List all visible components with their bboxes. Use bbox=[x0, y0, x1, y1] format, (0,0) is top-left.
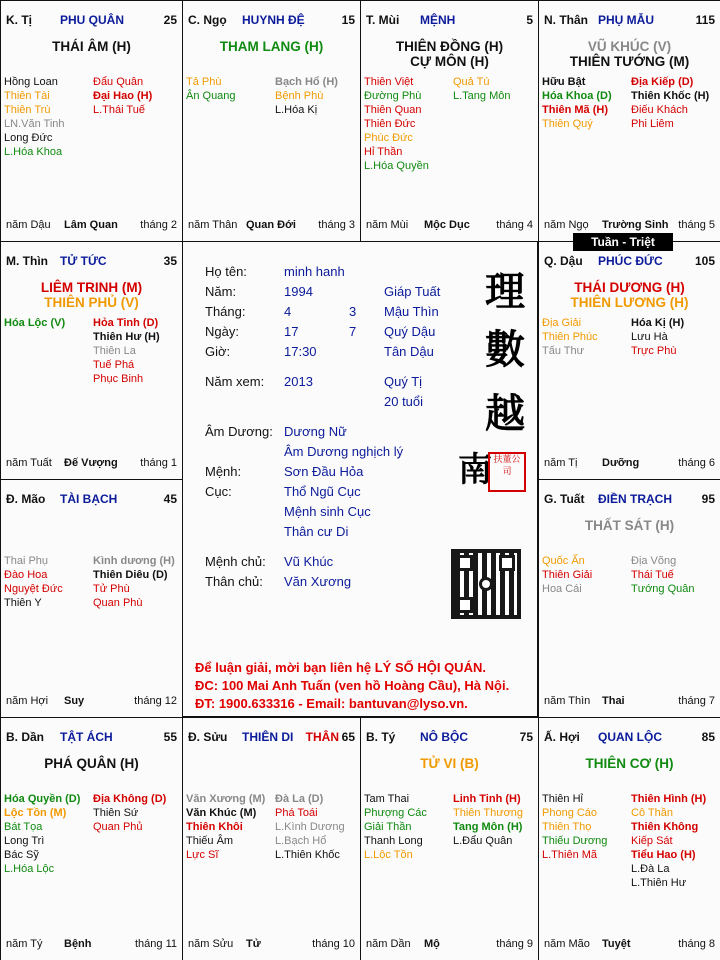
minor-star: Phá Toái bbox=[275, 807, 318, 819]
info-value: 17:30 bbox=[284, 344, 317, 359]
palace-age: 85 bbox=[701, 730, 715, 744]
minor-star: Kình dương (H) bbox=[93, 555, 175, 567]
palace-name: TỬ TỨC bbox=[60, 254, 107, 268]
palace-year: năm Hợi bbox=[6, 695, 49, 707]
info-canchi: Tân Dậu bbox=[384, 344, 434, 359]
minor-star: Đường Phù bbox=[364, 90, 422, 102]
palace-year: năm Tuất bbox=[6, 457, 52, 469]
minor-star: Thiếu Âm bbox=[186, 835, 234, 847]
minor-star: Thiên Thọ bbox=[542, 821, 592, 833]
palace-year: năm Tý bbox=[6, 938, 43, 950]
palace-age: 65 bbox=[341, 730, 355, 744]
palace-month: tháng 9 bbox=[496, 938, 533, 950]
minor-star: Cô Thần bbox=[631, 807, 673, 819]
palace-age: 115 bbox=[695, 13, 715, 27]
minor-star: Hoa Cái bbox=[542, 583, 582, 595]
minor-star: Địa Kiếp (D) bbox=[631, 76, 694, 88]
tuan-triet-badge: Tuần - Triệt bbox=[573, 233, 673, 251]
minor-star: L.Hóa Lộc bbox=[4, 863, 55, 875]
palace-phase: Mộ bbox=[424, 938, 440, 950]
palace-age: 35 bbox=[163, 254, 177, 268]
palace-phase: Thai bbox=[602, 695, 625, 707]
minor-star: Giải Thần bbox=[364, 821, 412, 833]
main-star: THAM LANG (H) bbox=[219, 39, 324, 54]
palace-thin bbox=[0, 241, 183, 480]
palace-year: năm Thìn bbox=[544, 695, 591, 707]
main-star: THIÊN PHỦ (V) bbox=[44, 295, 139, 310]
palace-mao bbox=[0, 479, 183, 718]
palace-name: TẬT ÁCH bbox=[60, 730, 113, 744]
info-canchi: Quý Dậu bbox=[384, 324, 436, 339]
minor-star: L.Đẩu Quân bbox=[453, 835, 513, 847]
qr-code-icon bbox=[451, 549, 521, 619]
info-label: Mệnh chủ: bbox=[205, 554, 266, 569]
minor-star: Thiên La bbox=[93, 345, 136, 357]
minor-star: Bệnh Phù bbox=[275, 90, 324, 102]
minor-star: Thiên Thương bbox=[453, 807, 524, 819]
left-minor-stars bbox=[542, 792, 607, 862]
minor-star: Hỏa Tinh (D) bbox=[93, 317, 159, 329]
palace-phase: Suy bbox=[64, 695, 85, 707]
palace-branch: Đ. Mão bbox=[6, 492, 46, 506]
minor-star: Thiên Hình (H) bbox=[631, 793, 707, 805]
main-star: THIÊN LƯƠNG (H) bbox=[570, 295, 689, 310]
minor-star: Địa Giải bbox=[542, 317, 582, 329]
minor-star: Bạch Hổ (H) bbox=[275, 76, 338, 88]
palace-phase: Bệnh bbox=[64, 938, 92, 950]
main-star: THIÊN TƯỚNG (M) bbox=[569, 54, 690, 69]
palace-year: năm Mùi bbox=[366, 219, 409, 231]
minor-star: Lưu Hà bbox=[631, 331, 668, 343]
palace-year: năm Ngọ bbox=[544, 219, 589, 231]
minor-star: Phúc Đức bbox=[364, 132, 413, 144]
palace-branch: Đ. Sửu bbox=[188, 730, 228, 744]
palace-branch: Ấ. Hợi bbox=[544, 730, 580, 744]
right-minor-stars bbox=[93, 316, 160, 386]
info-lunar-value: 3 bbox=[349, 304, 357, 319]
minor-star: Lộc Tồn (M) bbox=[4, 807, 67, 819]
minor-star: Phượng Các bbox=[364, 807, 427, 819]
calligraphy-char: 越 bbox=[485, 390, 525, 437]
info-value: Vũ Khúc bbox=[284, 554, 334, 569]
palace-month: tháng 7 bbox=[678, 695, 715, 707]
minor-star: Thiên Quý bbox=[542, 118, 593, 130]
contact-line: ĐC: 100 Mai Anh Tuấn (ven hồ Hoàng Cầu), Hà Nội. bbox=[195, 678, 510, 693]
minor-star: Thiên Việt bbox=[364, 76, 414, 88]
right-minor-stars bbox=[453, 792, 523, 848]
minor-star: Nguyệt Đức bbox=[4, 583, 63, 595]
main-stars bbox=[365, 756, 534, 771]
minor-star: Tang Môn (H) bbox=[453, 821, 523, 833]
main-star: THẤT SÁT (H) bbox=[584, 518, 675, 533]
minor-star: Thiên Không bbox=[631, 821, 699, 833]
calligraphy-char: 數 bbox=[485, 326, 525, 373]
center-info-panel bbox=[182, 241, 538, 717]
palace-name: MỆNH bbox=[420, 13, 456, 27]
palace-name: NÔ BỘC bbox=[420, 730, 468, 744]
minor-star: Đẩu Quân bbox=[93, 76, 144, 88]
palace-year: năm Tị bbox=[544, 457, 578, 469]
info-value: Dương Nữ bbox=[284, 424, 347, 439]
minor-star: L.Hóa Quyền bbox=[364, 160, 429, 172]
palace-name: PHỤ MẪU bbox=[598, 13, 654, 27]
info-value: minh hanh bbox=[284, 264, 345, 279]
minor-star: L.Đà La bbox=[631, 863, 670, 875]
palace-phase: Đế Vượng bbox=[64, 457, 118, 469]
info-value: Mệnh sinh Cục bbox=[284, 504, 371, 519]
palace-name: PHÚC ĐỨC bbox=[598, 254, 663, 268]
palace-dau bbox=[538, 241, 720, 480]
right-minor-stars bbox=[93, 554, 175, 610]
minor-star: L.Kình Dương bbox=[275, 821, 345, 833]
minor-star: Tả Phù bbox=[186, 76, 222, 88]
main-star: TỬ VI (B) bbox=[420, 756, 479, 771]
palace-branch: N. Thân bbox=[544, 13, 588, 27]
minor-star: Thiên Sứ bbox=[93, 807, 139, 819]
minor-star: Tấu Thư bbox=[542, 345, 585, 357]
minor-star: Lực Sĩ bbox=[186, 849, 219, 861]
info-canchi: Giáp Tuất bbox=[384, 284, 441, 299]
palace-age: 95 bbox=[701, 492, 715, 506]
info-value: Âm Dương nghịch lý bbox=[284, 444, 404, 459]
right-minor-stars bbox=[631, 316, 684, 358]
calligraphy-char: 南 bbox=[458, 450, 492, 490]
palace-age: 55 bbox=[163, 730, 177, 744]
minor-star: Phong Cáo bbox=[542, 807, 598, 819]
palace-dan bbox=[0, 717, 183, 960]
minor-star: Quan Phù bbox=[93, 597, 143, 609]
palace-ty bbox=[0, 0, 183, 242]
info-label: Âm Dương: bbox=[205, 424, 273, 439]
right-minor-stars bbox=[631, 75, 709, 131]
minor-star: L.Tang Môn bbox=[453, 90, 511, 102]
minor-star: L.Hóa Kị bbox=[275, 104, 318, 116]
palace-month: tháng 5 bbox=[678, 219, 715, 231]
main-stars bbox=[543, 280, 716, 310]
info-label: Năm: bbox=[205, 284, 237, 299]
main-star: THIÊN ĐỒNG (H) bbox=[395, 39, 504, 54]
palace-age: 15 bbox=[341, 13, 355, 27]
info-value: 2013 bbox=[284, 374, 313, 389]
minor-star: Địa Không (D) bbox=[93, 793, 167, 805]
palace-name: PHU QUÂN bbox=[60, 13, 125, 27]
left-minor-stars bbox=[4, 316, 65, 330]
minor-star: Quả Tú bbox=[453, 76, 490, 88]
red-seal bbox=[488, 452, 526, 492]
right-minor-stars bbox=[453, 75, 510, 103]
minor-star: Thiên Khôi bbox=[186, 821, 243, 833]
palace-branch: C. Ngọ bbox=[188, 13, 227, 27]
seal-text: 扶董公司 bbox=[493, 455, 521, 477]
palace-phase: Mộc Dục bbox=[424, 219, 470, 231]
main-stars bbox=[5, 39, 178, 54]
minor-star: Địa Võng bbox=[631, 555, 677, 567]
left-minor-stars bbox=[4, 75, 65, 159]
palace-mui bbox=[360, 0, 539, 242]
main-stars bbox=[187, 39, 356, 54]
minor-star: Thiên Tài bbox=[4, 90, 50, 102]
palace-phase: Lâm Quan bbox=[64, 219, 118, 231]
palace-ty2 bbox=[360, 717, 539, 960]
palace-phase: Quan Đới bbox=[246, 219, 296, 231]
minor-star: Phục Binh bbox=[93, 373, 144, 385]
minor-star: Long Trì bbox=[4, 835, 45, 847]
palace-month: tháng 6 bbox=[678, 457, 715, 469]
minor-star: Hữu Bật bbox=[542, 76, 586, 88]
left-minor-stars bbox=[4, 554, 63, 610]
minor-star: Tuế Phá bbox=[93, 359, 135, 371]
minor-star: Thiên Diêu (D) bbox=[93, 569, 168, 581]
left-minor-stars bbox=[542, 316, 598, 358]
info-label: Mệnh: bbox=[205, 464, 242, 479]
palace-branch: B. Tý bbox=[366, 730, 396, 744]
palace-month: tháng 2 bbox=[140, 219, 177, 231]
info-value: 1994 bbox=[284, 284, 313, 299]
minor-star: Long Đức bbox=[4, 132, 53, 144]
info-value: Thổ Ngũ Cục bbox=[284, 484, 361, 499]
palace-suu bbox=[182, 717, 361, 960]
minor-star: Thanh Long bbox=[364, 835, 423, 847]
minor-star: Thiên Trù bbox=[4, 104, 51, 116]
palace-branch: Q. Dậu bbox=[544, 254, 583, 268]
right-minor-stars bbox=[631, 792, 706, 890]
main-star: LIÊM TRINH (M) bbox=[40, 280, 143, 295]
palace-age: 75 bbox=[519, 730, 533, 744]
minor-star: Hóa Lộc (V) bbox=[4, 317, 66, 329]
info-label: Tháng: bbox=[205, 304, 246, 319]
minor-star: Hóa Quyền (D) bbox=[4, 793, 81, 805]
minor-star: Thai Phụ bbox=[4, 555, 49, 567]
left-minor-stars bbox=[186, 792, 265, 862]
minor-star: Thiên Khốc (H) bbox=[631, 90, 710, 102]
palace-year: năm Thân bbox=[188, 219, 238, 231]
palace-tuat bbox=[538, 479, 720, 718]
minor-star: Ân Quang bbox=[186, 90, 236, 102]
minor-star: Điếu Khách bbox=[631, 104, 688, 116]
info-value: 4 bbox=[284, 304, 292, 319]
info-label: Cục: bbox=[205, 484, 232, 499]
info-canchi: 20 tuổi bbox=[384, 394, 424, 409]
info-label: Họ tên: bbox=[205, 264, 247, 279]
palace-month: tháng 10 bbox=[312, 938, 355, 950]
minor-star: L.Thiên Mã bbox=[542, 849, 598, 861]
minor-star: Tam Thai bbox=[364, 793, 410, 805]
palace-ngo bbox=[182, 0, 361, 242]
info-label: Thân chủ: bbox=[205, 574, 263, 589]
info-canchi: Quý Tị bbox=[384, 374, 423, 389]
palace-age: 105 bbox=[694, 254, 715, 268]
minor-star: L.Thiên Hư bbox=[631, 877, 687, 889]
minor-star: Quan Phủ bbox=[93, 821, 143, 833]
palace-name: QUAN LỘC bbox=[598, 730, 662, 744]
palace-year: năm Sửu bbox=[188, 938, 234, 950]
minor-star: Bát Tọa bbox=[4, 821, 43, 833]
palace-hoi bbox=[538, 717, 720, 960]
palace-phase: Tuyệt bbox=[602, 938, 631, 950]
minor-star: Đà La (D) bbox=[275, 793, 324, 805]
minor-star: Thiên Hỉ bbox=[542, 793, 583, 805]
minor-star: Tiểu Hao (H) bbox=[631, 849, 696, 861]
minor-star: Văn Khúc (M) bbox=[186, 807, 257, 819]
than-marker: THÂN bbox=[305, 730, 339, 744]
left-minor-stars bbox=[364, 75, 429, 173]
right-minor-stars bbox=[275, 75, 338, 117]
palace-phase: Trường Sinh bbox=[602, 219, 669, 231]
left-minor-stars bbox=[364, 792, 427, 862]
right-minor-stars bbox=[631, 554, 695, 596]
palace-age: 5 bbox=[526, 13, 533, 27]
minor-star: Hóa Kị (H) bbox=[631, 317, 685, 329]
minor-star: Thái Tuế bbox=[631, 569, 674, 581]
main-stars bbox=[543, 39, 716, 69]
minor-star: Thiên Hư (H) bbox=[93, 331, 160, 343]
palace-branch: G. Tuất bbox=[544, 492, 585, 506]
palace-age: 45 bbox=[163, 492, 177, 506]
palace-name: TÀI BẠCH bbox=[60, 492, 118, 506]
palace-year: năm Mão bbox=[544, 938, 590, 950]
minor-star: L.Thái Tuế bbox=[93, 104, 145, 116]
main-stars bbox=[5, 756, 178, 771]
palace-name: ĐIỀN TRẠCH bbox=[598, 492, 672, 506]
minor-star: Thiên Quan bbox=[364, 104, 422, 116]
left-minor-stars bbox=[186, 75, 236, 103]
minor-star: Thiên Giải bbox=[542, 569, 593, 581]
minor-star: Hỉ Thần bbox=[364, 146, 403, 158]
minor-star: Thiên Mã (H) bbox=[542, 104, 608, 116]
minor-star: Trực Phù bbox=[631, 345, 677, 357]
right-minor-stars bbox=[93, 75, 152, 117]
palace-year: năm Dậu bbox=[6, 219, 51, 231]
palace-name: HUYNH ĐỆ bbox=[242, 13, 305, 27]
palace-age: 25 bbox=[163, 13, 177, 27]
minor-star: Tướng Quân bbox=[631, 583, 695, 595]
minor-star: Thiên Đức bbox=[364, 118, 416, 130]
minor-star: L.Bạch Hổ bbox=[275, 835, 327, 847]
left-minor-stars bbox=[542, 554, 592, 596]
contact-line: Để luận giải, mời bạn liên hệ LÝ SỐ HỘI QUÁN. bbox=[195, 660, 486, 675]
minor-star: Văn Xương (M) bbox=[186, 793, 266, 805]
info-lunar-value: 7 bbox=[349, 324, 357, 339]
info-value: Sơn Đầu Hỏa bbox=[284, 464, 364, 479]
main-stars bbox=[365, 39, 534, 69]
minor-star: Thiếu Dương bbox=[542, 835, 608, 847]
main-stars bbox=[5, 280, 178, 310]
left-minor-stars bbox=[4, 792, 80, 876]
minor-star: LN.Văn Tinh bbox=[4, 118, 65, 130]
minor-star: Hóa Khoa (D) bbox=[542, 90, 612, 102]
left-minor-stars bbox=[542, 75, 612, 131]
palace-month: tháng 1 bbox=[140, 457, 177, 469]
minor-star: Hồng Loan bbox=[4, 76, 58, 88]
palace-than bbox=[538, 0, 720, 242]
info-value: Thân cư Di bbox=[284, 524, 349, 539]
main-star: PHÁ QUÂN (H) bbox=[44, 756, 139, 771]
minor-star: Bác Sỹ bbox=[4, 849, 39, 861]
minor-star: Kiếp Sát bbox=[631, 835, 673, 847]
minor-star: Đại Hao (H) bbox=[93, 90, 153, 102]
minor-star: Linh Tinh (H) bbox=[453, 793, 521, 805]
palace-branch: T. Mùi bbox=[366, 13, 400, 27]
minor-star: Thiên Phúc bbox=[542, 331, 598, 343]
palace-month: tháng 11 bbox=[134, 938, 177, 950]
main-stars bbox=[543, 756, 716, 771]
palace-phase: Dưỡng bbox=[602, 457, 640, 469]
info-canchi: Mậu Thìn bbox=[384, 304, 439, 319]
palace-name: THIÊN DI bbox=[242, 730, 294, 744]
minor-star: Tử Phù bbox=[93, 583, 130, 595]
info-label: Ngày: bbox=[205, 324, 239, 339]
info-label: Năm xem: bbox=[205, 374, 265, 389]
palace-month: tháng 4 bbox=[496, 219, 533, 231]
minor-star: L.Thiên Khốc bbox=[275, 849, 340, 861]
main-stars bbox=[543, 518, 716, 533]
palace-branch: M. Thìn bbox=[6, 254, 48, 268]
info-label: Giờ: bbox=[205, 344, 231, 359]
main-star: CỰ MÔN (H) bbox=[410, 54, 489, 69]
info-value: Văn Xương bbox=[284, 574, 352, 589]
minor-star: L.Hóa Khoa bbox=[4, 146, 63, 158]
palace-branch: B. Dần bbox=[6, 730, 45, 744]
minor-star: Thiên Y bbox=[4, 597, 42, 609]
right-minor-stars bbox=[275, 792, 345, 862]
palace-branch: K. Tị bbox=[6, 13, 32, 27]
palace-phase: Tử bbox=[246, 938, 261, 950]
minor-star: Đào Hoa bbox=[4, 569, 48, 581]
contact-line: ĐT: 1900.633316 - Email: bantuvan@lyso.vn. bbox=[195, 696, 468, 711]
minor-star: Quốc Ấn bbox=[542, 555, 585, 567]
calligraphy-char: 理 bbox=[485, 268, 525, 315]
main-star: VŨ KHÚC (V) bbox=[587, 39, 672, 54]
right-minor-stars bbox=[93, 792, 166, 834]
main-star: THIÊN CƠ (H) bbox=[585, 756, 674, 771]
palace-month: tháng 8 bbox=[678, 938, 715, 950]
main-star: THÁI ÂM (H) bbox=[52, 39, 131, 54]
palace-month: tháng 3 bbox=[318, 219, 355, 231]
minor-star: Phi Liêm bbox=[631, 118, 674, 130]
main-star: THÁI DƯƠNG (H) bbox=[574, 280, 685, 295]
palace-month: tháng 12 bbox=[134, 695, 177, 707]
palace-year: năm Dần bbox=[366, 938, 411, 950]
minor-star: L.Lộc Tồn bbox=[364, 849, 413, 861]
info-value: 17 bbox=[284, 324, 299, 339]
